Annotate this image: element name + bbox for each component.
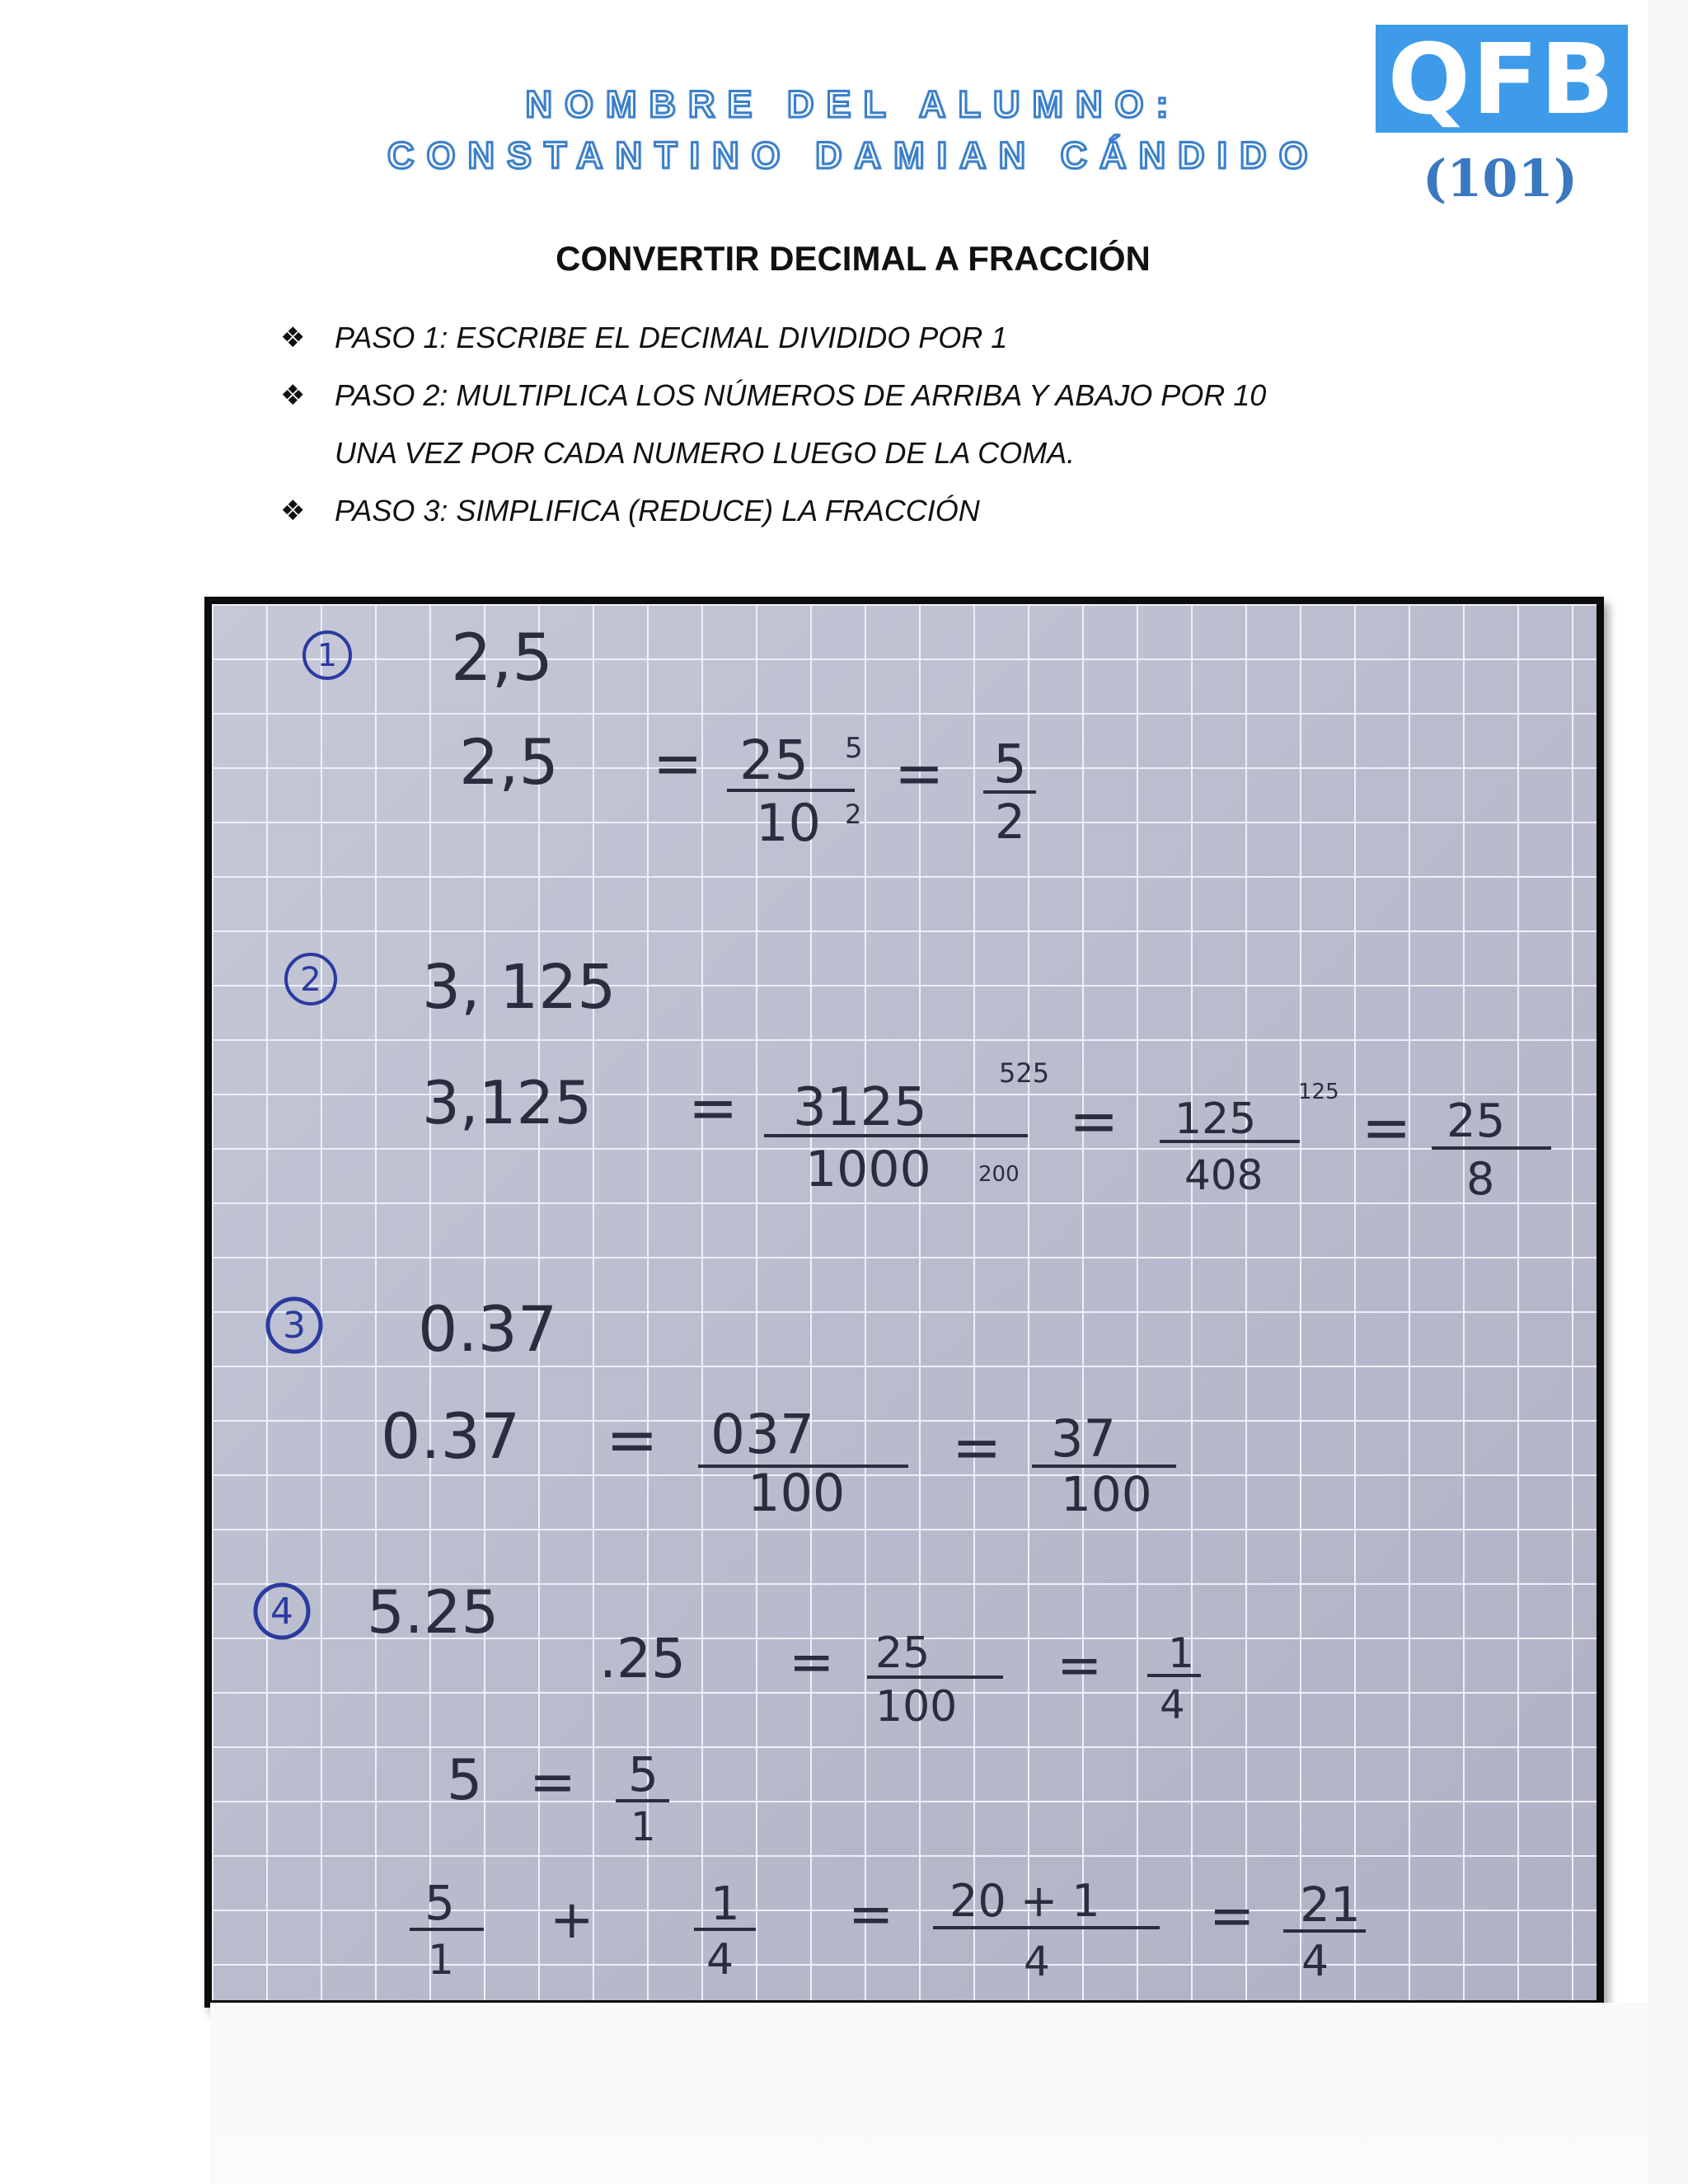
plus-sign: + bbox=[550, 1890, 594, 1951]
numerator-simplified: 125 bbox=[1298, 1080, 1339, 1104]
exercise-number: 1 bbox=[316, 637, 338, 673]
numerator: 25 bbox=[739, 729, 809, 792]
exercise-decimal: 3, 125 bbox=[422, 952, 617, 1023]
step-text: UNA VEZ POR CADA NUMERO LUEGO DE LA COMA. bbox=[335, 436, 1076, 470]
denominator: 1 bbox=[428, 1936, 454, 1984]
exercise-decimal: 0.37 bbox=[418, 1292, 558, 1366]
exercise-number: 3 bbox=[283, 1305, 306, 1347]
step-text: PASO 1: ESCRIBE EL DECIMAL DIVIDIDO POR 1 bbox=[335, 321, 1008, 354]
step-text: PASO 2: MULTIPLICA LOS NÚMEROS DE ARRIBA Y ABAJO POR 10 bbox=[335, 378, 1267, 412]
numerator: 037 bbox=[710, 1403, 814, 1466]
numerator: 1 bbox=[710, 1877, 740, 1931]
equals-sign: = bbox=[952, 1413, 1002, 1482]
numerator: 21 bbox=[1300, 1877, 1361, 1933]
denominator: 8 bbox=[1466, 1153, 1495, 1205]
numerator: 125 bbox=[1175, 1094, 1257, 1144]
step-text: PASO 3: SIMPLIFICA (REDUCE) LA FRACCIÓN bbox=[335, 494, 980, 527]
equals-sign: = bbox=[653, 729, 703, 798]
equals-sign: = bbox=[606, 1403, 659, 1476]
numerator: 25 bbox=[1447, 1094, 1506, 1148]
equals-sign: = bbox=[1362, 1093, 1412, 1162]
numerator: 37 bbox=[1051, 1408, 1116, 1469]
equals-sign: = bbox=[1209, 1884, 1255, 1947]
numerator: 5 bbox=[993, 734, 1027, 795]
denominator: 4 bbox=[706, 1935, 734, 1985]
numerator: 5 bbox=[628, 1746, 659, 1802]
step-item bbox=[280, 490, 1451, 547]
denominator: 100 bbox=[875, 1682, 958, 1732]
steps-list bbox=[280, 316, 1451, 547]
numerator: 1 bbox=[1168, 1629, 1194, 1677]
numerator: 20 + 1 bbox=[950, 1875, 1100, 1927]
equals-sign: = bbox=[688, 1073, 738, 1142]
exercise-decimal: 5.25 bbox=[367, 1577, 499, 1647]
denominator: 4 bbox=[1301, 1937, 1329, 1986]
exercise-number: 4 bbox=[270, 1591, 293, 1633]
denominator: 1 bbox=[631, 1804, 656, 1850]
diamond-bullet-icon: ❖ bbox=[280, 379, 306, 412]
denominator-simplified: 2 bbox=[845, 799, 862, 830]
numerator-simplified: 525 bbox=[999, 1057, 1050, 1089]
notebook-svg bbox=[212, 604, 1597, 2000]
denominator: 4 bbox=[1160, 1682, 1185, 1728]
numerator: 25 bbox=[875, 1629, 931, 1678]
equation-lhs: .25 bbox=[599, 1627, 686, 1690]
logo-text: QFB bbox=[1387, 21, 1616, 136]
diamond-bullet-icon: ❖ bbox=[280, 494, 306, 527]
numerator: 3125 bbox=[793, 1077, 927, 1138]
denominator: 100 bbox=[1061, 1466, 1152, 1522]
equation-lhs: 5 bbox=[447, 1748, 483, 1813]
equals-sign: = bbox=[529, 1750, 576, 1815]
denominator-simplified: 200 bbox=[978, 1162, 1020, 1187]
denominator: 4 bbox=[1024, 1938, 1050, 1985]
equals-sign: = bbox=[894, 738, 945, 808]
denominator: 10 bbox=[756, 793, 821, 853]
equals-sign: = bbox=[1069, 1086, 1119, 1155]
page-bottom-area bbox=[210, 2003, 1648, 2184]
notebook-photo bbox=[204, 597, 1604, 2008]
page-edge-shade bbox=[1648, 0, 1688, 2184]
exercise-decimal: 2,5 bbox=[451, 621, 554, 696]
student-label: NOMBRE DEL ALUMNO: bbox=[525, 83, 1181, 125]
denominator: 100 bbox=[748, 1463, 846, 1523]
numerator-simplified: 5 bbox=[845, 732, 863, 765]
numerator: 5 bbox=[424, 1875, 455, 1931]
document-title: CONVERTIR DECIMAL A FRACCIÓN bbox=[556, 239, 1151, 278]
diamond-bullet-icon: ❖ bbox=[280, 321, 306, 354]
qfb-logo bbox=[1376, 21, 1628, 136]
student-name: CONSTANTINO DAMIAN CÁNDIDO bbox=[387, 134, 1320, 176]
equation-lhs: 2,5 bbox=[459, 725, 559, 799]
exercise-number: 2 bbox=[300, 961, 321, 999]
equation-lhs: 0.37 bbox=[381, 1399, 521, 1473]
group-code: (101) bbox=[1422, 148, 1578, 209]
step-item bbox=[280, 316, 1451, 374]
student-name-header bbox=[387, 79, 1319, 181]
equals-sign: = bbox=[789, 1630, 835, 1694]
denominator: 2 bbox=[995, 794, 1025, 850]
equals-sign: = bbox=[848, 1882, 894, 1946]
equals-sign: = bbox=[1057, 1633, 1103, 1697]
step-item bbox=[280, 374, 1451, 432]
step-item-continued bbox=[280, 432, 1451, 490]
denominator: 408 bbox=[1184, 1151, 1264, 1199]
denominator: 1000 bbox=[805, 1141, 931, 1198]
equation-lhs: 3,125 bbox=[422, 1068, 593, 1137]
